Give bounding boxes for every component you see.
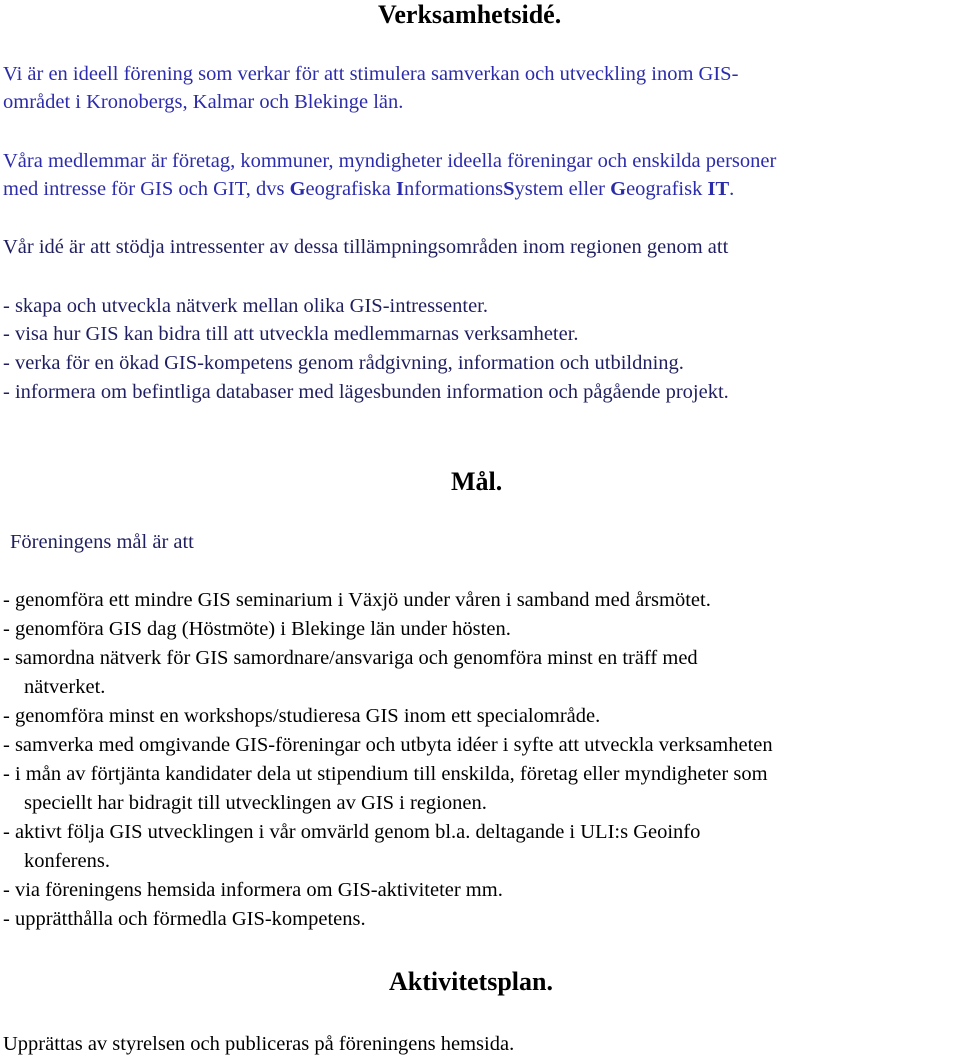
idea-item-3: - verka för en ökad GIS-kompetens genom rådgivning, information och utbildning. [3, 352, 684, 374]
goal-line-7: - aktivt följa GIS utvecklingen i vår omvärld genom bl.a. deltagande i ULI:s Geoinfo [3, 821, 701, 843]
goal-line-2: - genomföra GIS dag (Höstmöte) i Blekinge län under hösten. [3, 618, 511, 640]
goal-line-6-cont: speciellt har bidragit till utvecklingen av GIS i regionen. [24, 792, 487, 814]
idea-item-2: - visa hur GIS kan bidra till att utveckla medlemmarnas verksamheter. [3, 323, 579, 345]
idea-intro: Vår idé är att stödja intressenter av dessa tillämpningsområden inom regionen genom att [3, 236, 729, 258]
members-line-2 [3, 175, 960, 203]
goal-line-3-cont: nätverket. [24, 676, 106, 698]
text-nformations: nformations [404, 178, 504, 200]
bold-g-2: G [610, 178, 627, 200]
text-ystem: ystem eller [514, 178, 611, 200]
intro-paragraph [3, 60, 960, 116]
members-paragraph [3, 147, 960, 203]
activity-text: Upprättas av styrelsen och publiceras på föreningens hemsida. [3, 1033, 515, 1055]
text-eografisk: eografisk [626, 178, 708, 200]
bold-it: IT [707, 178, 730, 200]
text-period: . [729, 178, 735, 200]
idea-item-4: - informera om befintliga databaser med lägesbunden information och pågående projekt. [3, 381, 729, 403]
goal-line-6: - i mån av förtjänta kandidater dela ut stipendium till enskilda, företag eller myndigheter som [3, 763, 768, 785]
heading-verksamhetside: Verksamhetsidé. [378, 0, 562, 29]
goals-list [3, 586, 773, 934]
heading-mal: Mål. [451, 467, 503, 496]
goal-line-4: - genomföra minst en workshops/studieresa GIS inom ett specialområde. [3, 705, 601, 727]
members-line-2-start: med intresse för GIS och GIT, dvs [3, 178, 290, 200]
idea-item-1: - skapa och utveckla nätverk mellan olika GIS-intressenter. [3, 295, 489, 317]
intro-line-1: Vi är en ideell förening som verkar för att stimulera samverkan och utveckling inom GIS- [3, 63, 739, 85]
goal-line-9: - upprätthålla och förmedla GIS-kompetens. [3, 908, 366, 930]
bold-i: I [396, 178, 404, 200]
bold-s: S [503, 178, 515, 200]
members-line-1: Våra medlemmar är företag, kommuner, myndigheter ideella föreningar och enskilda personer [3, 150, 777, 172]
goal-line-7-cont: konferens. [24, 850, 110, 872]
bold-g-1: G [289, 178, 306, 200]
goal-line-3: - samordna nätverk för GIS samordnare/ansvariga och genomföra minst en träff med [3, 647, 698, 669]
goal-line-5: - samverka med omgivande GIS-föreningar och utbyta idéer i syfte att utveckla verksamheten [3, 734, 773, 756]
goal-line-8: - via föreningens hemsida informera om GIS-aktiviteter mm. [3, 879, 503, 901]
heading-aktivitetsplan: Aktivitetsplan. [389, 967, 553, 996]
text-eografiska: eografiska [305, 178, 397, 200]
intro-line-2: området i Kronobergs, Kalmar och Blekinge län. [3, 91, 404, 113]
goal-line-1: - genomföra ett mindre GIS seminarium i Växjö under våren i samband med årsmötet. [3, 589, 711, 611]
goals-intro: Föreningens mål är att [10, 531, 194, 553]
